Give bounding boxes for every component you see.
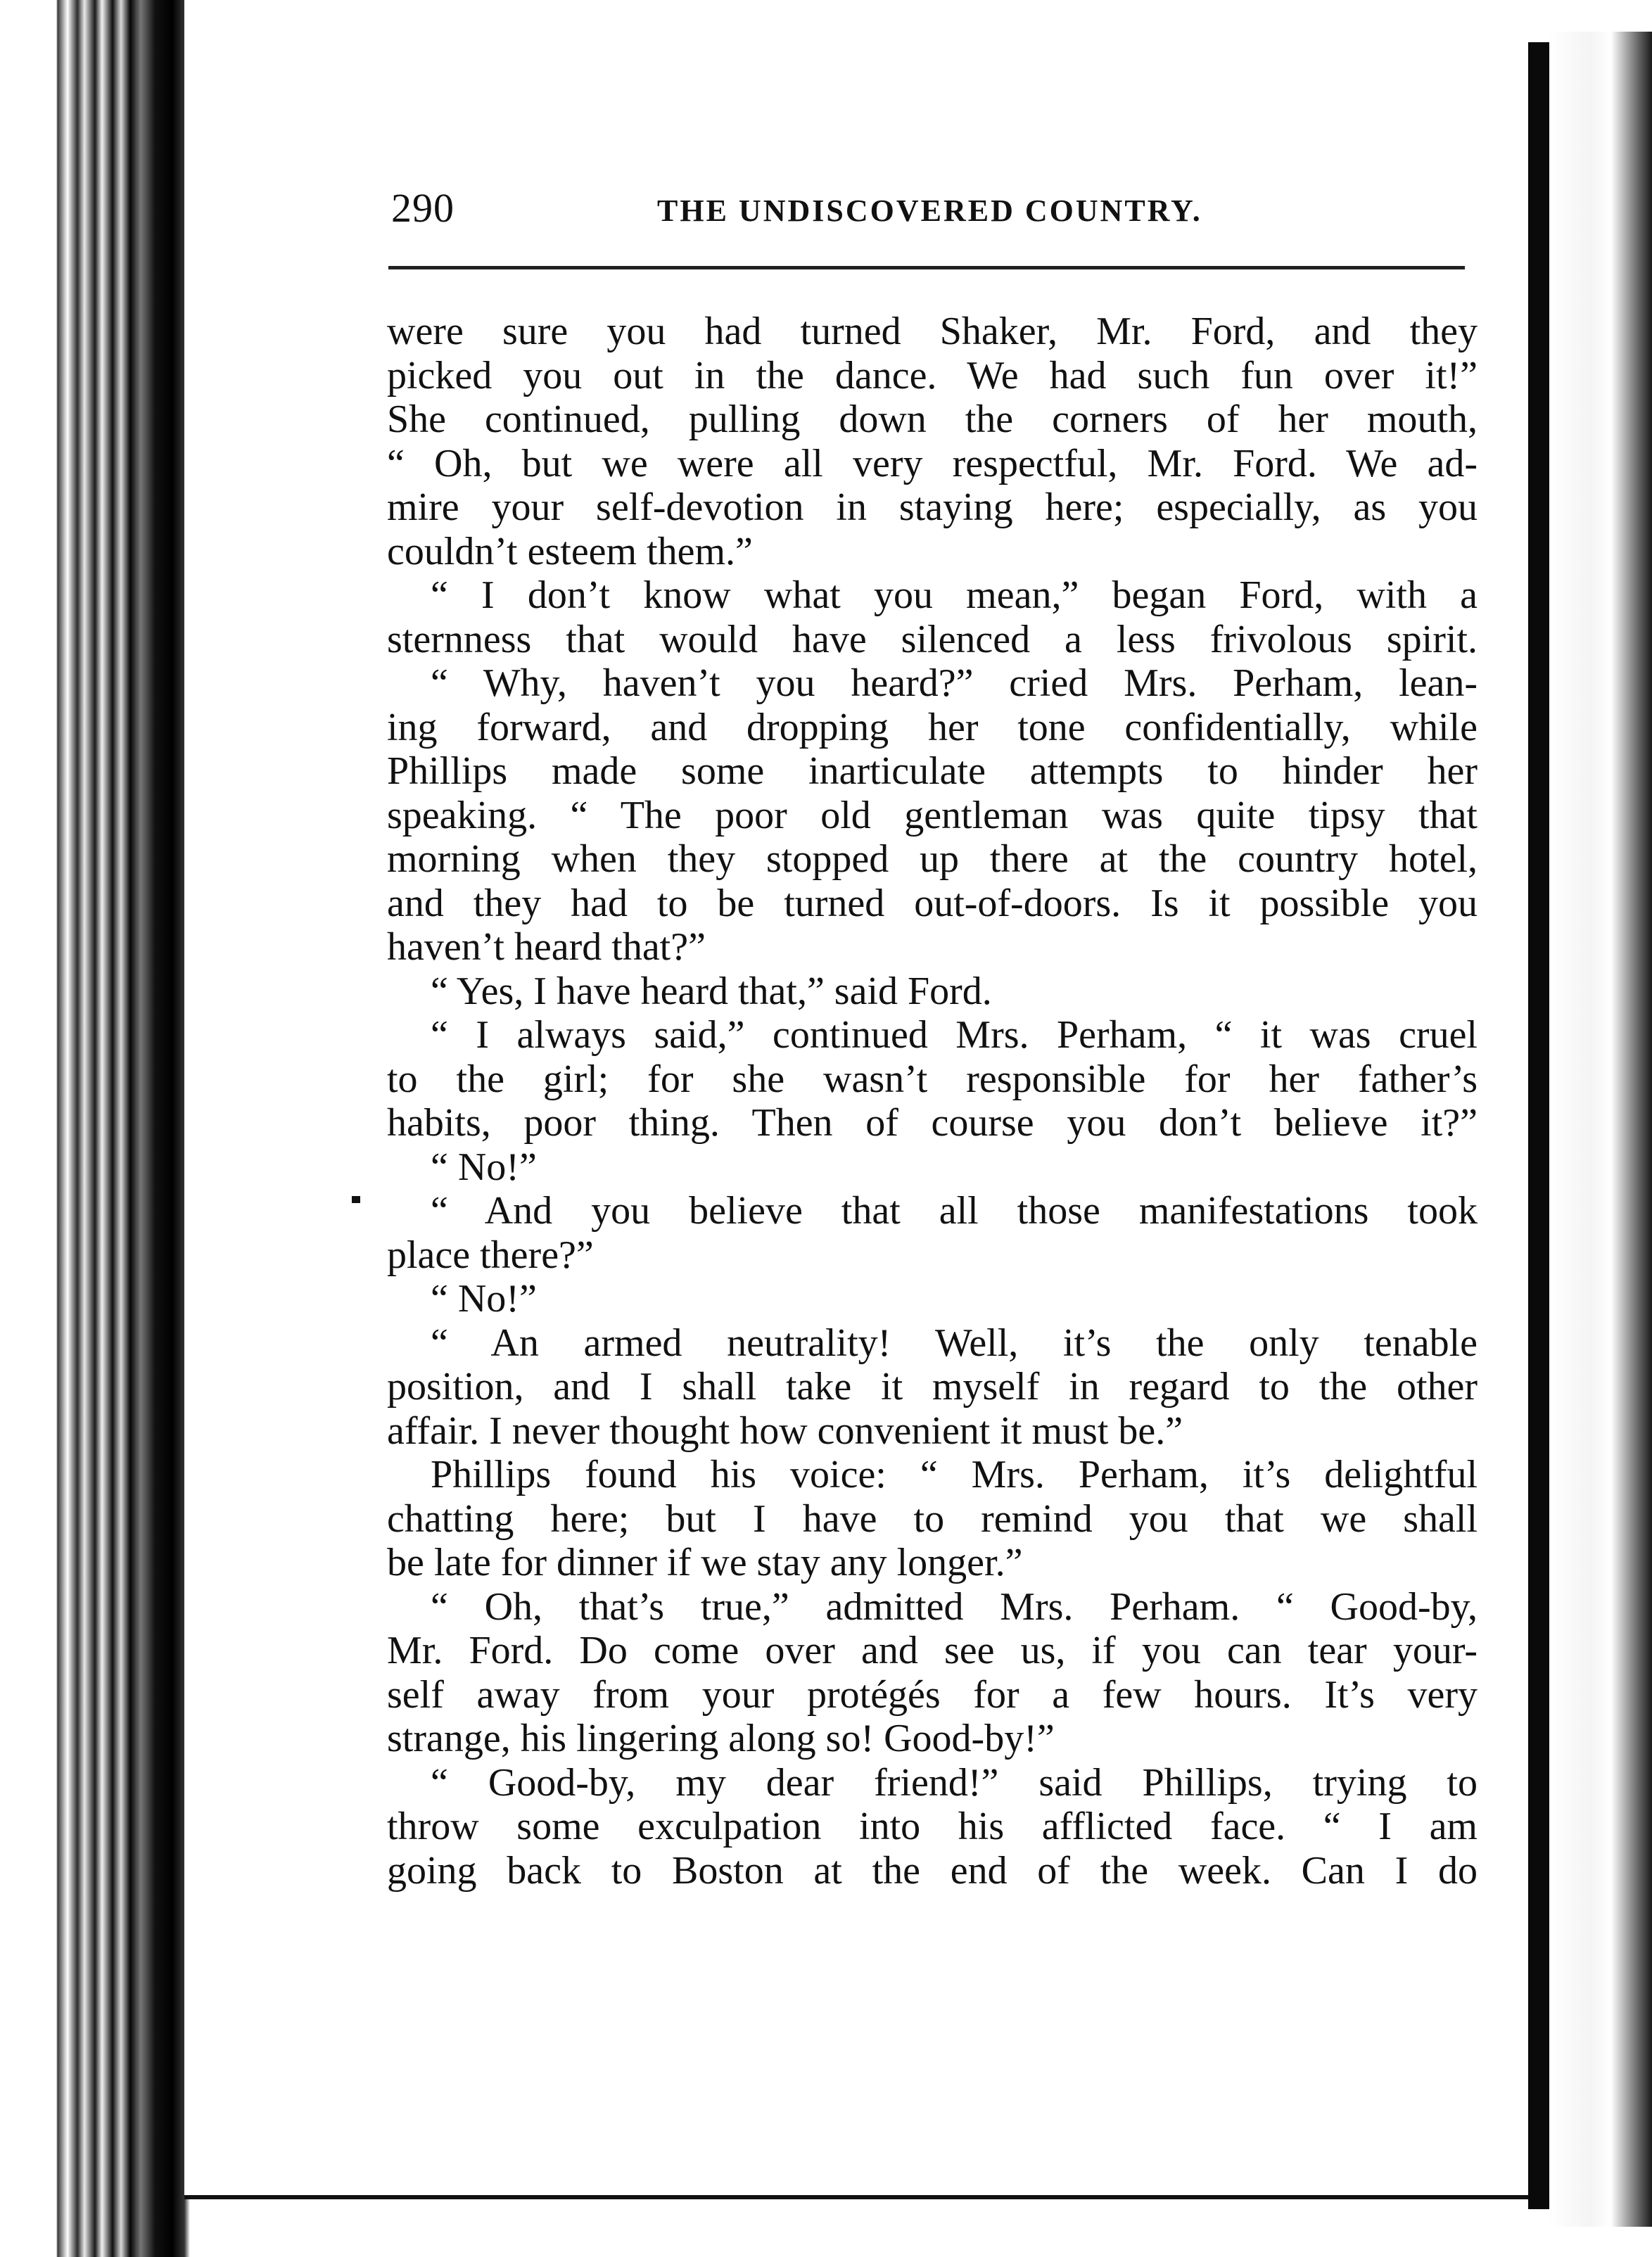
text-line: “ I always said,” continued Mrs. Perham, “ it was cruel [431, 1013, 1478, 1057]
body-text [387, 310, 1478, 1893]
text-line: and they had to be turned out-of-doors. Is it possible you [387, 881, 1478, 925]
text-line: self away from your protégés for a few hours. It’s very [387, 1672, 1478, 1717]
text-line: habits, poor thing. Then of course you don’t believe it?” [387, 1101, 1478, 1145]
text-line: “ An armed neutrality! Well, it’s the only tenable [431, 1321, 1478, 1365]
page-right-edge [1528, 42, 1549, 2209]
text-line: strange, his lingering along so! Good-by!” [387, 1717, 1055, 1760]
text-line: She continued, pulling down the corners of her mouth, [387, 398, 1478, 441]
text-line: “ Good-by, my dear friend!” said Phillips, trying to [431, 1760, 1478, 1805]
text-line: Phillips made some inarticulate attempts to hinder her [387, 749, 1478, 793]
header-rule [388, 266, 1465, 269]
text-line: speaking. “ The poor old gentleman was quite tipsy that [387, 793, 1478, 837]
text-line: chatting here; but I have to remind you that we shall [387, 1496, 1478, 1541]
text-line: “ No!” [431, 1277, 537, 1321]
text-line: throw some exculpation into his afflicted face. “ I am [387, 1805, 1478, 1848]
text-line: be late for dinner if we stay any longer.” [387, 1541, 1023, 1584]
scan-speck [352, 1196, 360, 1203]
text-line: “ Why, haven’t you heard?” cried Mrs. Perham, lean- [431, 661, 1478, 705]
text-line: Mr. Ford. Do come over and see us, if you can tear your- [387, 1629, 1478, 1672]
text-line: picked you out in the dance. We had such fun over it!” [387, 353, 1478, 398]
text-line: mire your self-devotion in staying here; especially, as you [387, 485, 1478, 529]
text-line: “ Oh, that’s true,” admitted Mrs. Perham. “ Good-by, [431, 1584, 1478, 1629]
text-line: ing forward, and dropping her tone confidentially, while [387, 705, 1478, 749]
text-line: couldn’t esteem them.” [387, 529, 753, 573]
text-line: sternness that would have silenced a less frivolous spirit. [387, 617, 1478, 661]
text-line: “ No!” [431, 1145, 537, 1189]
next-page-sliver [1549, 32, 1652, 2227]
page-number: 290 [391, 185, 455, 231]
text-line: place there?” [387, 1233, 594, 1277]
text-line: haven’t heard that?” [387, 925, 706, 969]
text-line: affair. I never thought how convenient it must be.” [387, 1409, 1183, 1453]
text-line: morning when they stopped up there at the country hotel, [387, 837, 1478, 881]
text-line: Phillips found his voice: “ Mrs. Perham, it’s delightful [431, 1453, 1478, 1496]
text-line: position, and I shall take it myself in regard to the other [387, 1365, 1478, 1409]
text-line: “ Yes, I have heard that,” said Ford. [431, 969, 992, 1013]
text-line: were sure you had turned Shaker, Mr. Ford, and they [387, 310, 1478, 353]
book-binding-edge [0, 0, 190, 2257]
text-line: “ Oh, but we were all very respectful, Mr. Ford. We ad- [387, 441, 1478, 485]
page-header [391, 184, 1235, 241]
text-line: “ I don’t know what you mean,” began Ford, with a [431, 573, 1478, 617]
running-head: THE UNDISCOVERED COUNTRY. [657, 193, 1202, 228]
text-line: to the girl; for she wasn’t responsible for her father’s [387, 1057, 1478, 1101]
text-line: “ And you believe that all those manifestations took [431, 1189, 1478, 1233]
text-line: going back to Boston at the end of the week. Can I do [387, 1848, 1478, 1893]
